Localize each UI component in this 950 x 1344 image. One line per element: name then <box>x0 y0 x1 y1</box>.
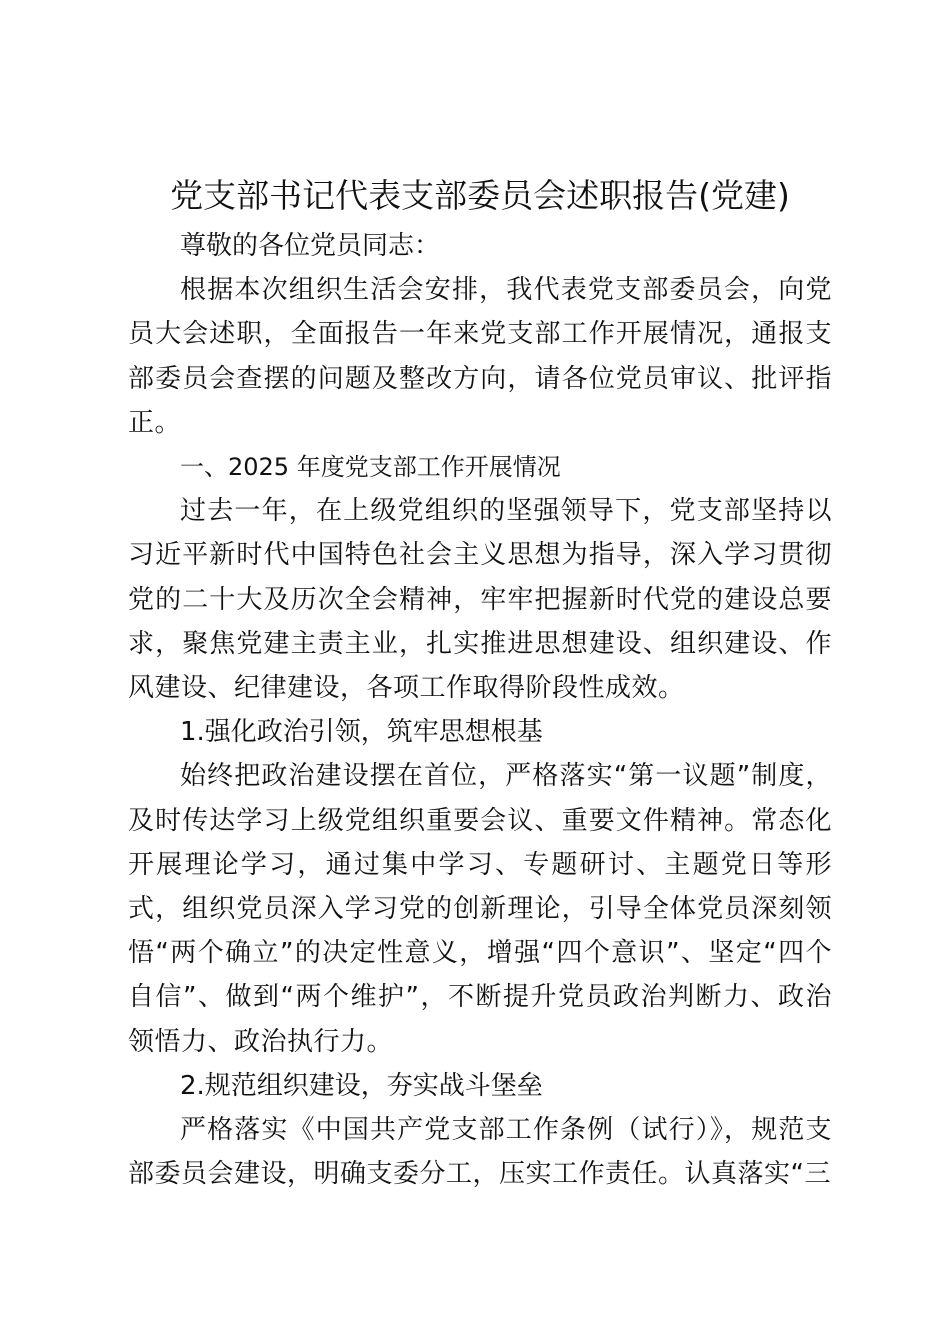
item-1-paragraph: 始终把政治建设摆在首位，严格落实“第一议题”制度，及时传达学习上级党组织重要会议、重要文件精神。常态化开展理论学习，通过集中学习、专题研讨、主题党日等形式，组织党员深入学习党的创新理论，引导全体党员深刻领悟“两个确立”的决定性意义，增强“四个意识”、坚定“四个自信”、做到“两个维护”，不断提升党员政治判断力、政治领悟力、政治执行力。 <box>128 761 832 1057</box>
item-heading-2: 2.规范组织建设，夯实战斗堡垒 <box>180 1070 543 1101</box>
document-body <box>128 168 832 1196</box>
document-title: 党支部书记代表支部委员会述职报告(党建) <box>170 176 790 215</box>
intro-paragraph: 根据本次组织生活会安排，我代表党支部委员会，向党员大会述职，全面报告一年来党支部工作开展情况，通报支部委员会查摆的问题及整改方向，请各位党员审议、批评指正。 <box>128 275 832 438</box>
salutation: 尊敬的各位党员同志： <box>180 231 441 261</box>
section-heading-1: 一、2025 年度党支部工作开展情况 <box>180 453 561 482</box>
item-2-paragraph: 严格落实《中国共产党支部工作条例（试行）》，规范支部委员会建设，明确支委分工，压实工作责任。认真落实“三 <box>128 1115 832 1190</box>
section-1-paragraph: 过去一年，在上级党组织的坚强领导下，党支部坚持以习近平新时代中国特色社会主义思想为指导，深入学习贯彻党的二十大及历次全会精神，牢牢把握新时代党的建设总要求，聚焦党建主责主业，扎实推进思想建设、组织建设、作风建设、纪律建设，各项工作取得阶段性成效。 <box>128 496 832 704</box>
item-heading-1: 1.强化政治引领，筑牢思想根基 <box>180 717 543 748</box>
